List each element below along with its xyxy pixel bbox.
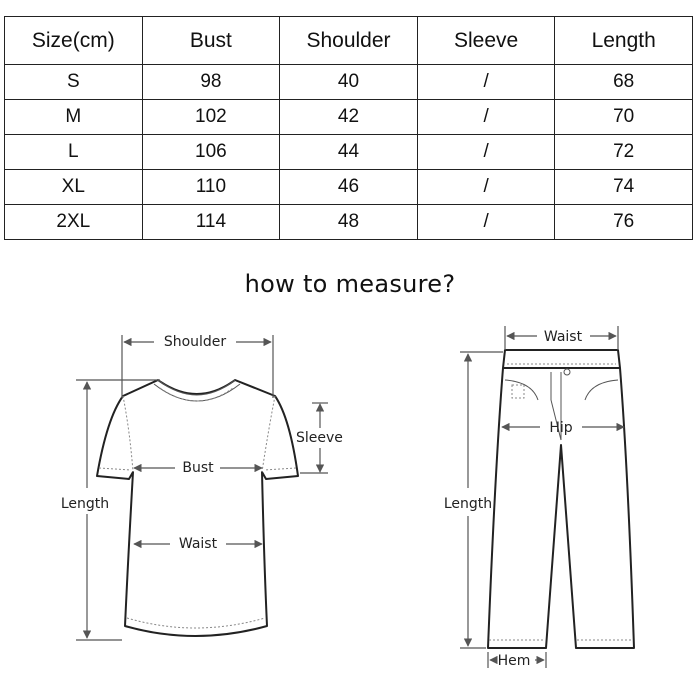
tshirt-outline (97, 380, 298, 636)
table-cell: 70 (555, 100, 693, 135)
header-length: Length (555, 17, 693, 65)
table-cell: 44 (280, 135, 418, 170)
table-cell: 98 (142, 65, 280, 100)
table-cell: 72 (555, 135, 693, 170)
table-cell: 40 (280, 65, 418, 100)
table-cell: XL (5, 170, 143, 205)
table-cell: 106 (142, 135, 280, 170)
table-cell: / (417, 170, 555, 205)
pants-button (564, 369, 570, 375)
header-sleeve: Sleeve (417, 17, 555, 65)
shirt-shoulder-label: Shoulder (163, 334, 227, 350)
table-cell: S (5, 65, 143, 100)
measure-title: how to measure? (244, 270, 456, 298)
table-cell: / (417, 100, 555, 135)
table-cell: 76 (555, 205, 693, 240)
table-cell: 42 (280, 100, 418, 135)
table-cell: M (5, 100, 143, 135)
pants-hip-label: Hip (549, 420, 573, 436)
table-cell: 114 (142, 205, 280, 240)
table-cell: / (417, 135, 555, 170)
table-cell: 2XL (5, 205, 143, 240)
table-cell: 48 (280, 205, 418, 240)
table-cell: 110 (142, 170, 280, 205)
pants-waistband (503, 350, 620, 368)
table-cell: 46 (280, 170, 418, 205)
table-cell: 68 (555, 65, 693, 100)
header-shoulder: Shoulder (280, 17, 418, 65)
header-bust: Bust (142, 17, 280, 65)
tshirt-hem-stitch (127, 618, 265, 628)
header-size: Size(cm) (5, 17, 143, 65)
pants-waist-label: Waist (543, 329, 583, 345)
shirt-waist-label: Waist (178, 536, 218, 552)
tshirt-collar (154, 380, 240, 401)
tshirt-illustration (97, 380, 298, 636)
pants-length-label: Length (443, 496, 493, 512)
pants-hem-label: Hem (497, 653, 531, 669)
pants-coin-pocket (512, 385, 524, 398)
pants-illustration (488, 350, 634, 648)
table-cell: L (5, 135, 143, 170)
table-cell: 102 (142, 100, 280, 135)
shirt-length-label: Length (60, 496, 110, 512)
shirt-bust-label: Bust (182, 460, 214, 476)
shirt-dimension-lines (76, 335, 328, 640)
table-cell: 74 (555, 170, 693, 205)
shirt-sleeve-label: Sleeve (296, 430, 343, 446)
table-cell: / (417, 65, 555, 100)
table-cell: / (417, 205, 555, 240)
